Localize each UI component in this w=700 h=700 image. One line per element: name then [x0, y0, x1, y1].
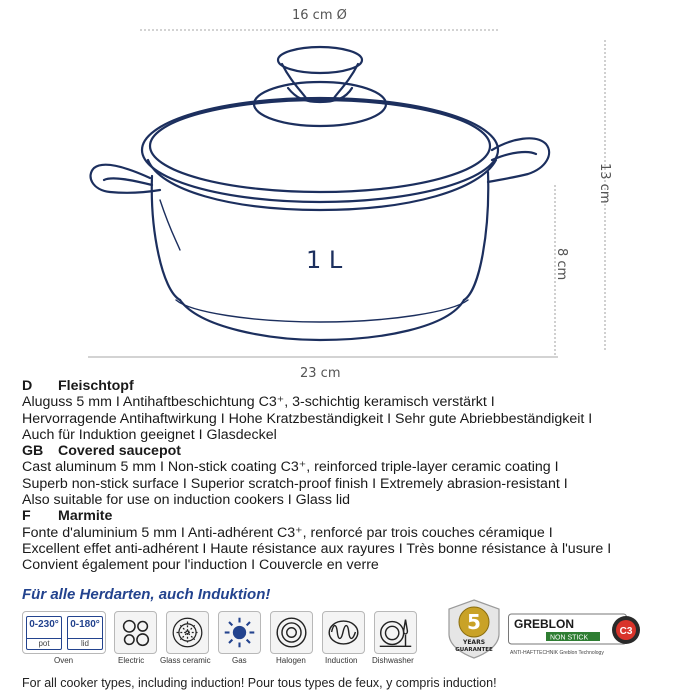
glass-ceramic-label: Glass ceramic	[160, 656, 211, 665]
description-line: Fonte d'aluminium 5 mm I Anti-adhérent C3⁺, renforcé par trois couches céramique I	[22, 524, 553, 541]
induction-label: Induction	[325, 656, 358, 665]
section-heading: F Marmite	[22, 508, 113, 525]
description-line: Excellent effet anti-adhérent I Haute résistance aux rayures I Très bonne résistance à l'usure I	[22, 540, 612, 557]
description-line: Convient également pour l'induction I Couvercle en verre	[22, 557, 379, 574]
description-line: Hervorragende Antihaftwirkung I Hohe Kratzbeständigkeit I Sehr gute Abriebbeständigkeit I	[22, 410, 593, 427]
description-line: Also suitable for use on induction cookers I Glass lid	[22, 492, 351, 509]
dishwasher-icon	[374, 611, 417, 654]
section-de	[22, 378, 682, 443]
pot-temp-box: 0-230° pot	[26, 616, 62, 650]
electric-icon	[114, 611, 157, 654]
diameter-label: 16 cm Ø	[292, 8, 347, 23]
footer-text: For all cooker types, including induction! Pour tous types de feux, y compris induction!	[22, 676, 497, 690]
greblon-sub: NON STICK	[550, 634, 589, 642]
description-line: Superb non-stick surface I Superior scratch-proof finish I Extremely abrasion-resistant I	[22, 475, 568, 492]
section-heading: D Fleischtopf	[22, 378, 134, 394]
guarantee-years: YEARS	[462, 639, 486, 646]
halogen-icon	[270, 611, 313, 654]
greblon-tagline: ANTI-HAFTTECHNIK Greblon Technology	[510, 650, 604, 656]
width-label: 23 cm	[300, 366, 341, 381]
description-line: Auch für Induktion geeignet I Glasdeckel	[22, 426, 277, 443]
lid-temp-box: 0-180° lid	[67, 616, 103, 650]
greblon-brand: GREBLON	[514, 617, 574, 631]
cooker-slogan: Für alle Herdarten, auch Induktion!	[22, 586, 271, 603]
oven-label: Oven	[54, 656, 74, 665]
section-fr	[22, 508, 682, 573]
oven-temperature-icon	[22, 611, 106, 654]
product-descriptions	[22, 378, 682, 574]
induction-icon	[322, 611, 365, 654]
section-gb	[22, 443, 682, 508]
greblon-code: C3	[619, 626, 633, 637]
description-line: Cast aluminum 5 mm I Non-stick coating C3⁺, reinforced triple-layer ceramic coating I	[22, 459, 559, 476]
gas-label: Gas	[232, 656, 247, 665]
total-height-label: 13 cm	[597, 163, 612, 204]
guarantee-text: GUARANTEE	[455, 647, 493, 653]
glass-ceramic-icon	[166, 611, 209, 654]
greblon-logo	[508, 610, 643, 662]
volume-label: 1 L	[306, 246, 343, 274]
description-line: Aluguss 5 mm I Antihaftbeschichtung C3⁺, 3-schichtig keramisch verstärkt I	[22, 394, 495, 411]
guarantee-number: 5	[467, 610, 481, 634]
electric-label: Electric	[118, 656, 145, 665]
halogen-label: Halogen	[276, 656, 306, 665]
body-height-label: 8 cm	[554, 248, 569, 281]
guarantee-badge	[445, 598, 503, 660]
section-heading: GB Covered saucepot	[22, 443, 181, 460]
dishwasher-label: Dishwasher	[372, 656, 414, 665]
gas-icon	[218, 611, 261, 654]
